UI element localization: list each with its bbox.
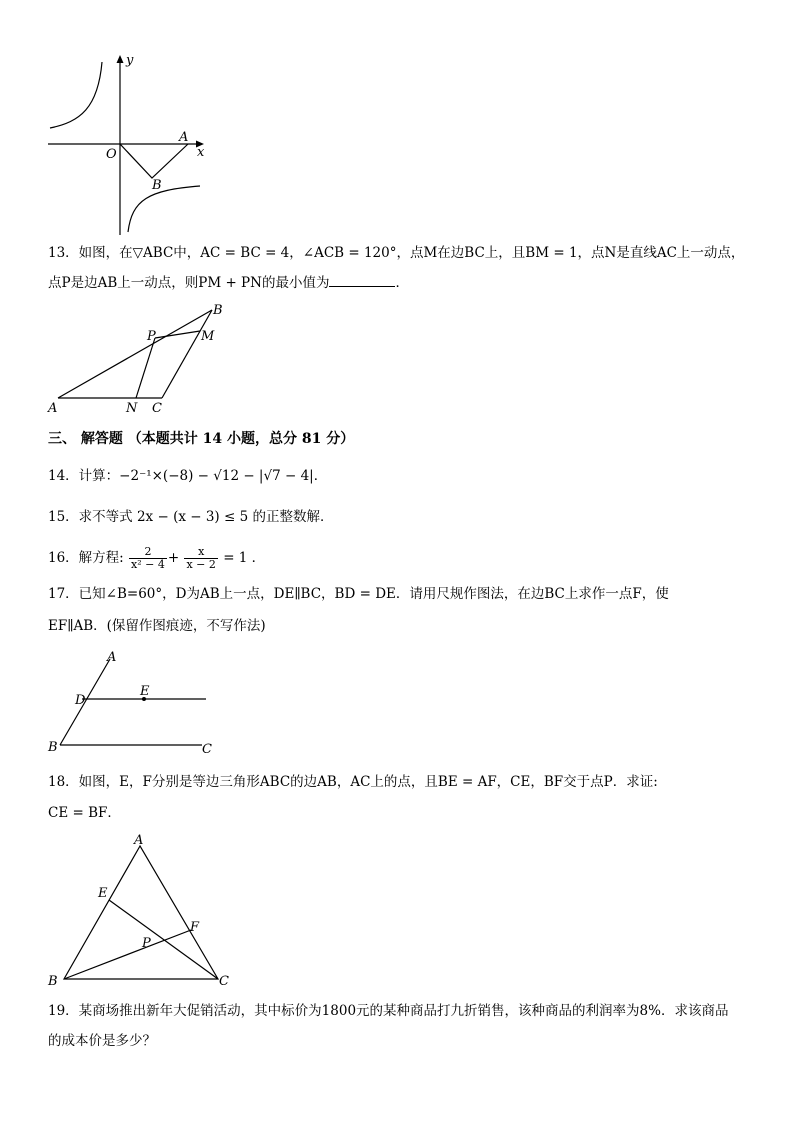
hyperbola-o-label: O: [106, 147, 117, 162]
q18-e-label: E: [98, 886, 108, 901]
q17-c-label: C: [202, 742, 212, 757]
q13-line2-end: ．: [395, 275, 409, 291]
q17-a-label: A: [107, 650, 117, 665]
q18-line1: 18．如图，E，F分别是等边三角形ABC的边AB，AC上的点，且BE = AF，CE，BF交于点P．求证:: [48, 774, 658, 790]
q16-fraction-2: [184, 546, 217, 571]
q18-p-label: P: [142, 936, 151, 951]
q13-n-label: N: [126, 401, 138, 416]
hyperbola-b-label: B: [152, 178, 162, 193]
q18-figure: [40, 830, 240, 990]
q13-a-label: A: [48, 401, 58, 416]
q17-b-label: B: [48, 740, 58, 755]
q18-f-label: F: [190, 920, 200, 935]
q17-e-label: E: [140, 684, 150, 699]
q13-figure: [40, 300, 240, 420]
q13-line1: 13．如图，在▽ABC中，AC = BC = 4，∠ACB = 120°，点M在边BC上，且BM = 1，点N是直线AC上一动点，: [48, 245, 745, 261]
q16-plus: +: [167, 550, 180, 566]
q15-text: 15．求不等式 2x − (x − 3) ≤ 5 的正整数解．: [48, 509, 334, 525]
q18-c-label: C: [219, 974, 229, 989]
q16-frac1-num: 2: [129, 546, 167, 559]
hyperbola-figure: [40, 50, 220, 240]
q16-frac1-den: x² − 4: [131, 558, 165, 571]
q19-line1: 19．某商场推出新年大促销活动，其中标价为1800元的某种商品打九折销售，该种商品的利润率为8%．求该商品: [48, 1003, 729, 1019]
q16-suffix: = 1 ．: [223, 550, 266, 566]
q13-b-label: B: [213, 303, 223, 318]
section-heading: 三、 解答题 （本题共计 14 小题，总分 81 分）: [48, 431, 355, 447]
q16-frac2-num: x: [184, 546, 217, 559]
hyperbola-x-label: x: [197, 145, 205, 160]
q16-frac2-den: x − 2: [186, 558, 216, 571]
q16-prefix: 16．解方程:: [48, 550, 124, 566]
q13-m-label: M: [201, 329, 215, 344]
q17-figure: [40, 645, 230, 760]
hyperbola-a-label: A: [179, 130, 189, 145]
q13-c-label: C: [152, 401, 162, 416]
answer-blank: [329, 273, 395, 287]
q16-line: [48, 542, 265, 574]
q17-d-label: D: [75, 693, 86, 708]
q17-line1: 17．已知∠B=60°，D为AB上一点，DE∥BC，BD = DE．请用尺规作图法，在边BC上求作一点F，使: [48, 586, 669, 602]
q17-line2: EF∥AB．(保留作图痕迹，不写作法): [48, 618, 266, 634]
q18-b-label: B: [48, 974, 58, 989]
q13-line2: [48, 273, 409, 293]
q14-text: 14．计算：−2⁻¹×(−8) − √12 − |√7 − 4|．: [48, 468, 328, 484]
hyperbola-y-label: y: [126, 53, 134, 68]
q13-p-label: P: [147, 329, 156, 344]
q19-line2: 的成本价是多少？: [48, 1033, 156, 1049]
q16-fraction-1: [129, 546, 167, 571]
q13-line2-text: 点P是边AB上一动点，则PM + PN的最小值为: [48, 275, 330, 291]
q18-a-label: A: [134, 833, 144, 848]
q18-line2: CE = BF．: [48, 805, 121, 821]
